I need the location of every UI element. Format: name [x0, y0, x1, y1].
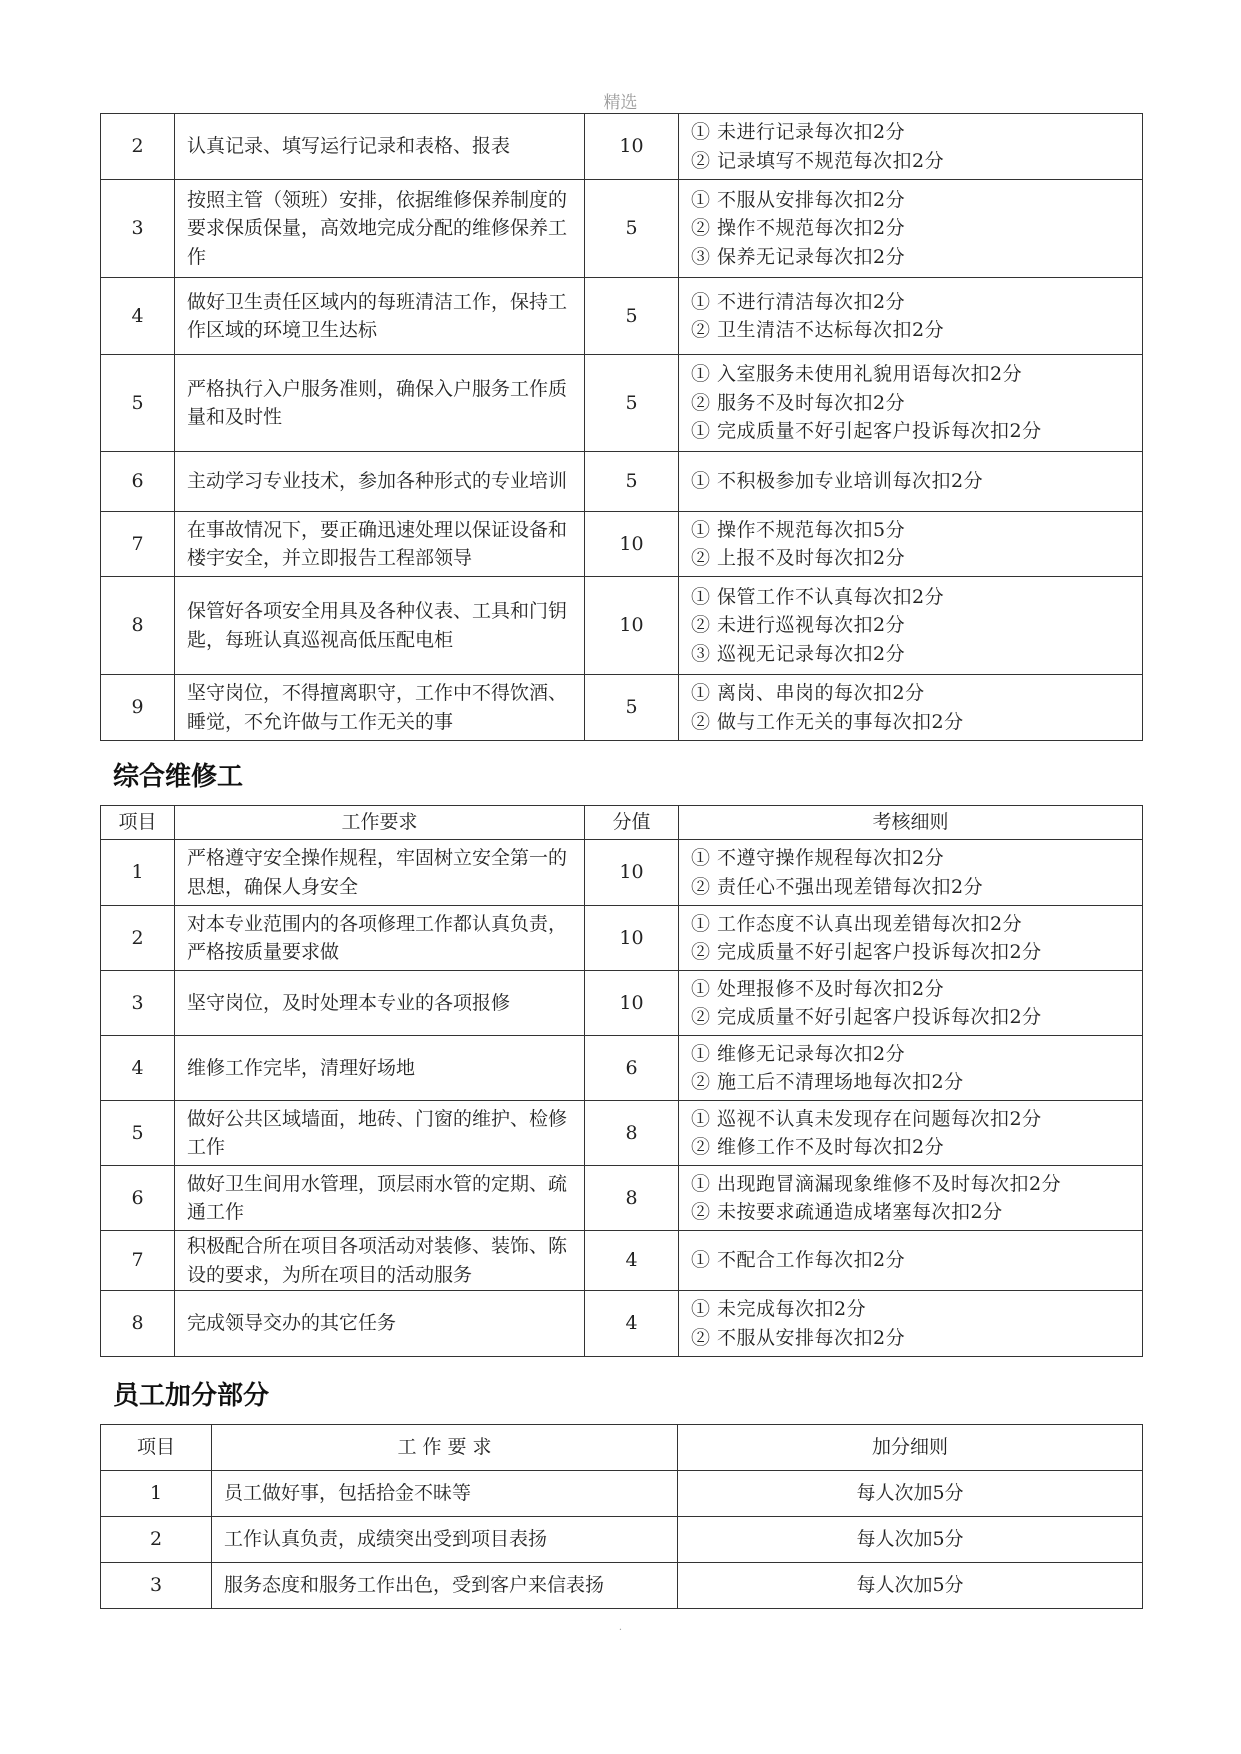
assessment-rules — [679, 1036, 1143, 1101]
item-number: 4 — [101, 1036, 175, 1101]
rule-line: ② 施工后不清理场地每次扣2分 — [691, 1071, 964, 1093]
footer-mark: . — [618, 1622, 623, 1633]
rule-line: ② 不服从安排每次扣2分 — [691, 1326, 906, 1349]
item-number: 9 — [101, 675, 175, 741]
rule-line: ① 不进行清洁每次扣2分 — [691, 290, 906, 313]
table-row — [101, 355, 1143, 452]
assessment-rules — [679, 1101, 1143, 1166]
item-number: 3 — [101, 971, 175, 1036]
assessment-rules — [679, 512, 1143, 577]
header-score: 分值 — [585, 806, 679, 840]
work-requirement: 工作认真负责，成绩突出受到项目表扬 — [212, 1517, 678, 1563]
table-row — [101, 971, 1143, 1036]
item-number: 7 — [101, 512, 175, 577]
rule-line: ① 维修无记录每次扣2分 — [691, 1042, 906, 1065]
table-row — [101, 512, 1143, 577]
rule-line: ① 不积极参加专业培训每次扣2分 — [691, 470, 984, 493]
table-row — [101, 840, 1143, 906]
rule-line: ② 记录填写不规范每次扣2分 — [691, 149, 945, 172]
table-row — [101, 1231, 1143, 1291]
rule-line: ① 保管工作不认真每次扣2分 — [691, 585, 945, 608]
section-title-bonus: 员工加分部分 — [113, 1381, 270, 1411]
score-value: 5 — [585, 452, 679, 512]
header-requirement: 工 作 要 求 — [212, 1425, 678, 1471]
table3-body — [101, 1471, 1143, 1609]
work-requirement: 做好卫生责任区域内的每班清洁工作，保持工作区域的环境卫生达标 — [175, 278, 585, 355]
table-row — [101, 1291, 1143, 1357]
rule-line: ① 巡视不认真未发现存在问题每次扣2分 — [691, 1107, 1042, 1130]
rule-line: ③ 巡视无记录每次扣2分 — [691, 642, 906, 665]
score-value: 8 — [585, 1101, 679, 1166]
bonus-detail: 每人次加5分 — [678, 1563, 1143, 1609]
section-title-maintenance: 综合维修工 — [113, 762, 244, 792]
table2-header — [101, 806, 1143, 840]
rule-line: ② 责任心不强出现差错每次扣2分 — [691, 875, 984, 898]
table-row — [101, 1101, 1143, 1166]
item-number: 4 — [101, 278, 175, 355]
item-number: 2 — [101, 906, 175, 971]
rule-line: ① 出现跑冒滴漏现象维修不及时每次扣2分 — [691, 1172, 1062, 1195]
rule-line: ② 完成质量不好引起客户投诉每次扣2分 — [691, 941, 1042, 963]
header-item: 项目 — [101, 1425, 212, 1471]
work-requirement: 在事故情况下，要正确迅速处理以保证设备和楼宇安全，并立即报告工程部领导 — [175, 512, 585, 577]
header-row — [101, 1425, 1143, 1471]
item-number: 8 — [101, 1291, 175, 1357]
table-row — [101, 1471, 1143, 1517]
rule-line: ① 未进行记录每次扣2分 — [691, 121, 906, 143]
assessment-rules — [679, 577, 1143, 675]
rule-line: ① 离岗、串岗的每次扣2分 — [691, 682, 925, 704]
bonus-table — [100, 1424, 1143, 1609]
work-requirement: 保管好各项安全用具及各种仪表、工具和门钥匙，每班认真巡视高低压配电柜 — [175, 577, 585, 675]
score-value: 4 — [585, 1291, 679, 1357]
item-number: 5 — [101, 355, 175, 452]
table-row — [101, 1563, 1143, 1609]
table-row — [101, 1166, 1143, 1231]
assessment-rules — [679, 180, 1143, 278]
assessment-table-continued — [100, 113, 1143, 741]
item-number: 3 — [101, 1563, 212, 1609]
assessment-rules — [679, 452, 1143, 512]
item-number: 2 — [101, 114, 175, 180]
assessment-rules — [679, 840, 1143, 906]
work-requirement: 维修工作完毕，清理好场地 — [175, 1036, 585, 1101]
header-bonus: 加分细则 — [678, 1425, 1143, 1471]
rule-line: ② 上报不及时每次扣2分 — [691, 547, 906, 569]
work-requirement: 主动学习专业技术，参加各种形式的专业培训 — [175, 452, 585, 512]
score-value: 5 — [585, 675, 679, 741]
table-row — [101, 1517, 1143, 1563]
table3-header — [101, 1425, 1143, 1471]
assessment-rules — [679, 114, 1143, 180]
table2-body — [101, 840, 1143, 1357]
work-requirement: 完成领导交办的其它任务 — [175, 1291, 585, 1357]
work-requirement: 员工做好事，包括拾金不昧等 — [212, 1471, 678, 1517]
table-row — [101, 906, 1143, 971]
rule-line: ② 维修工作不及时每次扣2分 — [691, 1136, 945, 1158]
work-requirement: 严格遵守安全操作规程，牢固树立安全第一的思想，确保人身安全 — [175, 840, 585, 906]
assessment-rules — [679, 906, 1143, 971]
work-requirement: 做好卫生间用水管理，顶层雨水管的定期、疏通工作 — [175, 1166, 585, 1231]
assessment-rules — [679, 1231, 1143, 1291]
rule-line: ① 不遵守操作规程每次扣2分 — [691, 847, 945, 869]
item-number: 1 — [101, 840, 175, 906]
score-value: 10 — [585, 512, 679, 577]
score-value: 10 — [585, 577, 679, 675]
bonus-detail: 每人次加5分 — [678, 1471, 1143, 1517]
maintenance-worker-table — [100, 805, 1143, 1357]
assessment-rules — [679, 355, 1143, 452]
work-requirement: 严格执行入户服务准则，确保入户服务工作质量和及时性 — [175, 355, 585, 452]
work-requirement: 做好公共区域墙面，地砖、门窗的维护、检修工作 — [175, 1101, 585, 1166]
score-value: 10 — [585, 840, 679, 906]
rule-line: ① 处理报修不及时每次扣2分 — [691, 977, 945, 1000]
bonus-detail: 每人次加5分 — [678, 1517, 1143, 1563]
item-number: 1 — [101, 1471, 212, 1517]
rule-line: ② 服务不及时每次扣2分 — [691, 391, 906, 414]
header-item: 项目 — [101, 806, 175, 840]
work-requirement: 对本专业范围内的各项修理工作都认真负责，严格按质量要求做 — [175, 906, 585, 971]
score-value: 5 — [585, 355, 679, 452]
rule-line: ② 未按要求疏通造成堵塞每次扣2分 — [691, 1201, 1003, 1223]
rule-line: ① 未完成每次扣2分 — [691, 1298, 867, 1320]
assessment-rules — [679, 1166, 1143, 1231]
table1-body — [101, 114, 1143, 741]
rule-line: ② 未进行巡视每次扣2分 — [691, 614, 906, 637]
work-requirement: 坚守岗位，不得擅离职守，工作中不得饮酒、睡觉，不允许做与工作无关的事 — [175, 675, 585, 741]
assessment-rules — [679, 278, 1143, 355]
score-value: 10 — [585, 114, 679, 180]
header-requirement: 工作要求 — [175, 806, 585, 840]
table-row — [101, 452, 1143, 512]
header-row — [101, 806, 1143, 840]
rule-line: ③ 保养无记录每次扣2分 — [691, 245, 906, 268]
rule-line: ② 卫生清洁不达标每次扣2分 — [691, 319, 945, 341]
score-value: 5 — [585, 180, 679, 278]
assessment-rules — [679, 1291, 1143, 1357]
header-watermark: 精选 — [603, 93, 638, 113]
work-requirement: 坚守岗位，及时处理本专业的各项报修 — [175, 971, 585, 1036]
item-number: 5 — [101, 1101, 175, 1166]
rule-line: ① 工作态度不认真出现差错每次扣2分 — [691, 912, 1023, 935]
header-rules: 考核细则 — [679, 806, 1143, 840]
item-number: 7 — [101, 1231, 175, 1291]
table-row — [101, 180, 1143, 278]
item-number: 6 — [101, 1166, 175, 1231]
rule-line: ① 完成质量不好引起客户投诉每次扣2分 — [691, 420, 1042, 443]
assessment-rules — [679, 675, 1143, 741]
rule-line: ① 不配合工作每次扣2分 — [691, 1249, 906, 1272]
rule-line: ① 操作不规范每次扣5分 — [691, 518, 906, 541]
table-row — [101, 114, 1143, 180]
work-requirement: 按照主管（领班）安排，依据维修保养制度的要求保质保量，高效地完成分配的维修保养工作 — [175, 180, 585, 278]
assessment-rules — [679, 971, 1143, 1036]
item-number: 3 — [101, 180, 175, 278]
work-requirement: 认真记录、填写运行记录和表格、报表 — [175, 114, 585, 180]
work-requirement: 积极配合所在项目各项活动对装修、装饰、陈设的要求，为所在项目的活动服务 — [175, 1231, 585, 1291]
rule-line: ② 操作不规范每次扣2分 — [691, 217, 906, 240]
rule-line: ② 做与工作无关的事每次扣2分 — [691, 710, 964, 733]
work-requirement: 服务态度和服务工作出色，受到客户来信表扬 — [212, 1563, 678, 1609]
rule-line: ① 入室服务未使用礼貌用语每次扣2分 — [691, 363, 1023, 386]
score-value: 10 — [585, 906, 679, 971]
score-value: 6 — [585, 1036, 679, 1101]
item-number: 8 — [101, 577, 175, 675]
table-row — [101, 278, 1143, 355]
score-value: 5 — [585, 278, 679, 355]
table-row — [101, 675, 1143, 741]
table-row — [101, 1036, 1143, 1101]
score-value: 10 — [585, 971, 679, 1036]
score-value: 4 — [585, 1231, 679, 1291]
score-value: 8 — [585, 1166, 679, 1231]
item-number: 6 — [101, 452, 175, 512]
table-row — [101, 577, 1143, 675]
rule-line: ① 不服从安排每次扣2分 — [691, 188, 906, 211]
rule-line: ② 完成质量不好引起客户投诉每次扣2分 — [691, 1006, 1042, 1028]
item-number: 2 — [101, 1517, 212, 1563]
